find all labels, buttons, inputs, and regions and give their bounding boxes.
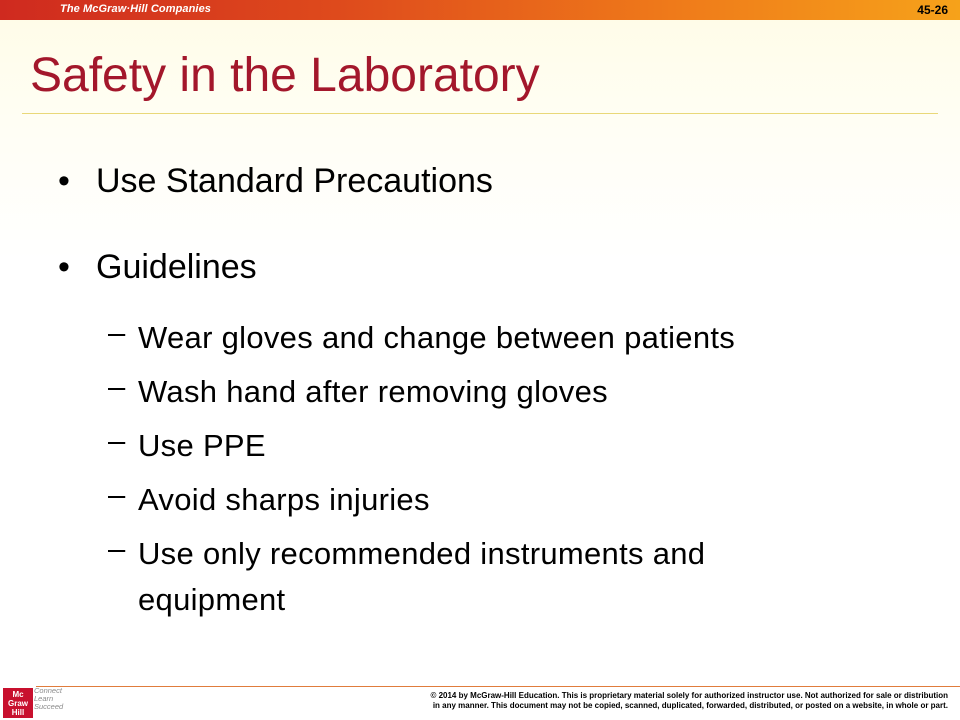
sub-bullet-marker: – <box>108 531 126 566</box>
copyright-notice <box>288 691 948 711</box>
bullet-marker: • <box>58 248 70 286</box>
copyright-line: in any manner. This document may not be copied, scanned, duplicated, forwarded, distributed, or posted on a website, in whole or part. <box>432 701 948 710</box>
bullet-text: Use Standard Precautions <box>96 162 493 200</box>
sub-bullet-text: Wear gloves and change between patients <box>138 320 736 355</box>
slide-title: Safety in the Laboratory <box>30 49 540 102</box>
bullet-text: Guidelines <box>96 248 257 286</box>
slide-number: 45-26 <box>917 3 948 17</box>
logo-text-line: Graw <box>7 699 29 708</box>
mcgraw-hill-logo-icon <box>3 688 33 718</box>
tagline-line: Succeed <box>34 701 64 711</box>
top-banner <box>0 0 960 20</box>
logo-text-line: Mc <box>12 690 24 699</box>
title-divider <box>22 113 938 114</box>
sub-bullet-text: Avoid sharps injuries <box>138 482 430 517</box>
tagline <box>34 687 63 710</box>
copyright-line: © 2014 by McGraw-Hill Education. This is proprietary material solely for authorized instructor use. Not authorized for sale or distribution <box>430 691 948 700</box>
sub-bullet-text: Use PPE <box>138 428 266 463</box>
tagline-line: Learn <box>34 693 54 703</box>
sub-bullet-marker: – <box>108 477 126 512</box>
sub-bullet-marker: – <box>108 423 126 458</box>
sub-bullet-marker: – <box>108 369 126 404</box>
brand-logo: The McGraw·Hill Companies <box>60 3 212 15</box>
bullet-marker: • <box>58 162 70 200</box>
sub-bullet-text: Use only recommended instruments and equipment <box>138 536 706 617</box>
sub-bullet-marker: – <box>108 315 126 350</box>
sub-bullet-text: Wash hand after removing gloves <box>138 374 608 409</box>
logo-text-line: Hill <box>11 708 25 717</box>
tagline-line: Connect <box>34 686 62 695</box>
footer-divider <box>36 686 960 687</box>
